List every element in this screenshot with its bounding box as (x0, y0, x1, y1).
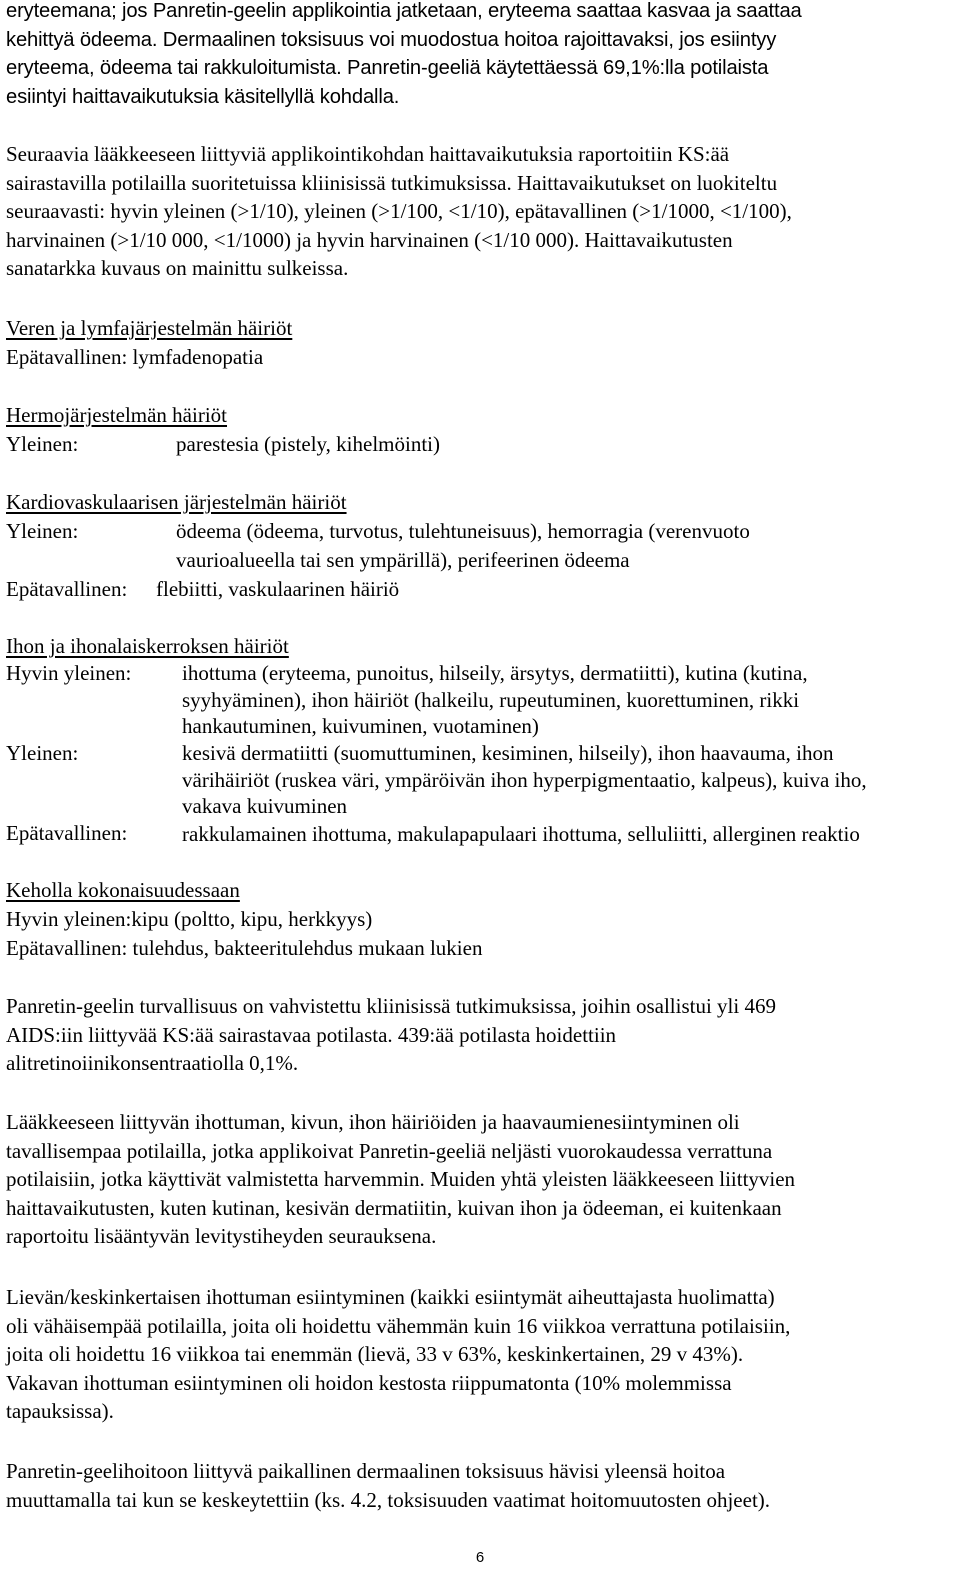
reaction-text: rakkulamainen ihottuma, makulapapulaari ihottuma, selluliitti, allerginen reaktio (182, 822, 860, 846)
frequency-label: Hyvin yleinen: (6, 661, 132, 685)
frequency-line: sairastavilla potilailla suoritetuissa kliinisissä tutkimuksissa. Haittavaikutukset on luokiteltu (6, 170, 778, 195)
safety-line: AIDS:iin liittyvää KS:ää sairastavaa potilasta. 439:ää potilasta hoidettiin (6, 1022, 617, 1047)
intro-line: eryteemana; jos Panretin-geelin applikointia jatketaan, eryteema saattaa kasvaa ja saattaa (6, 0, 802, 22)
rash-line: Lievän/keskinkertaisen ihottuman esiintyminen (kaikki esiintymät aiheuttajasta huolimatta) (6, 1285, 775, 1309)
reaction-line: vaurioalueella tai sen ympärillä), perifeerinen ödeema (176, 547, 630, 572)
reaction-text (176, 517, 750, 574)
frequency-line: sanatarkka kuvaus on mainittu sulkeissa. (6, 256, 349, 281)
safety-line: alitretinoiinikonsentraatiolla 0,1%. (6, 1051, 299, 1076)
nervous-common-row (6, 430, 952, 459)
skin-common-row (6, 740, 952, 820)
intro-line: eryteema, ödeema tai rakkuloitumista. Panretin-geeliä käytettäessä 69,1%:lla potilaista (6, 57, 769, 80)
comparison-line: tavallisempaa potilailla, jotka applikoivat Panretin-geeliä neljästi vuorokaudessa verrattuna (6, 1138, 773, 1163)
comparison-line: potilaisiin, jotka käyttivät valmistetta harvemmin. Muiden yhtä yleisten lääkkeeseen liittyvien (6, 1167, 796, 1192)
reaction-line: ihottuma (eryteema, punoitus, hilseily, ärsytys, dermatiitti), kutina (kutina, (182, 661, 808, 685)
frequency-label: Yleinen: (6, 519, 79, 543)
intro-line: kehittyä ödeema. Dermaalinen toksisuus voi muodostua hoitoa rajoittavaksi, jos esiintyy (6, 28, 777, 51)
safety-line: Panretin-geelin turvallisuus on vahvistettu kliinisissä tutkimuksissa, joihin osallistui yli 469 (6, 994, 776, 1018)
comparison-line: haittavaikutusten, kuten kutinan, kesivän dermatiitin, kuivan ihon ja ödeeman, ei kuitenkaan (6, 1195, 782, 1220)
toxicity-paragraph (6, 1457, 952, 1514)
frequency-label: Epätavallinen: (6, 821, 128, 845)
skin-very-common-row (6, 660, 952, 740)
cardio-common-row (6, 517, 952, 575)
rash-line: oli vähäisempää potilailla, joita oli hoidettu vähemmän kuin 16 viikkoa verrattuna potilaisiin, (6, 1313, 791, 1338)
rash-line: joita oli hoidettu 16 viikkoa tai enemmän (lievä, 33 v 63%, keskinkertainen, 29 v 43%). (6, 1342, 744, 1367)
frequency-label: Epätavallinen: (6, 577, 128, 601)
nervous-disorders-heading: Hermojärjestelmän häiriöt (6, 403, 228, 427)
cardio-disorders-heading: Kardiovaskulaarisen järjestelmän häiriöt (6, 490, 347, 514)
frequency-line: harvinainen (>1/10 000, <1/1000) ja hyvin harvinainen (<1/10 000). Haittavaikutusten (6, 227, 733, 252)
toxicity-line: muuttamalla tai kun se keskeytettiin (ks. 4.2, toksisuuden vaatimat hoitomuutosten ohjeet). (6, 1487, 771, 1512)
toxicity-line: Panretin-geelihoitoon liittyvä paikallinen dermaalinen toksisuus hävisi yleensä hoitoa (6, 1459, 726, 1483)
comparison-line: raportoitu lisääntyvän levitystiheyden seurauksena. (6, 1224, 437, 1249)
frequency-line: Seuraavia lääkkeeseen liittyviä applikointikohdan haittavaikutuksia raportoitiin KS:ää (6, 142, 730, 166)
rash-paragraph (6, 1283, 952, 1426)
frequency-paragraph (6, 140, 952, 283)
blood-disorders-heading: Veren ja lymfajärjestelmän häiriöt (6, 316, 293, 340)
reaction-text (182, 660, 808, 740)
reaction-line: syyhyäminen), ihon häiriöt (halkeilu, rupeutuminen, kuorettuminen, rikki (182, 687, 800, 712)
general-line: Epätavallinen: tulehdus, bakteeritulehdus mukaan lukien (6, 936, 483, 960)
frequency-comparison-paragraph (6, 1108, 952, 1251)
frequency-line: seuraavasti: hyvin yleinen (>1/10), yleinen (>1/100, <1/10), epätavallinen (>1/1000, <1/100), (6, 199, 792, 224)
rash-line: Vakavan ihottuman esiintyminen oli hoidon kestosta riippumatonta (10% molemmissa (6, 1370, 732, 1395)
intro-line: esiintyi haittavaikutuksia käsitellyllä kohdalla. (6, 85, 400, 108)
reaction-text: flebiitti, vaskulaarinen häiriö (156, 577, 400, 601)
cardio-uncommon-row (6, 575, 952, 604)
reaction-text: parestesia (pistely, kihelmöinti) (176, 432, 440, 456)
intro-paragraph (6, 0, 952, 111)
reaction-line: värihäiriöt (ruskea väri, ympäröivän ihon hyperpigmentaatio, kalpeus), kuiva iho, (182, 767, 867, 792)
rash-line: tapauksissa). (6, 1399, 114, 1424)
reaction-line: hankautuminen, kuivuminen, vuotaminen) (182, 714, 539, 739)
reaction-line: vakava kuivuminen (182, 794, 348, 819)
skin-disorders-heading: Ihon ja ihonalaiskerroksen häiriöt (6, 634, 289, 658)
safety-paragraph (6, 992, 952, 1078)
skin-uncommon-row (6, 820, 952, 847)
page-number: 6 (475, 1549, 485, 1566)
reaction-text (182, 740, 867, 820)
frequency-label: Yleinen: (6, 432, 79, 456)
comparison-line: Lääkkeeseen liittyvän ihottuman, kivun, ihon häiriöiden ja haavaumienesiintyminen oli (6, 1110, 740, 1134)
general-disorders-heading: Keholla kokonaisuudessaan (6, 878, 240, 902)
frequency-label: Yleinen: (6, 741, 79, 765)
blood-disorders-line: Epätavallinen: lymfadenopatia (6, 345, 264, 369)
general-line: Hyvin yleinen:kipu (poltto, kipu, herkkyys) (6, 907, 373, 931)
reaction-line: ödeema (ödeema, turvotus, tulehtuneisuus), hemorragia (verenvuoto (176, 519, 750, 543)
reaction-line: kesivä dermatiitti (suomuttuminen, kesiminen, hilseily), ihon haavauma, ihon (182, 741, 834, 765)
